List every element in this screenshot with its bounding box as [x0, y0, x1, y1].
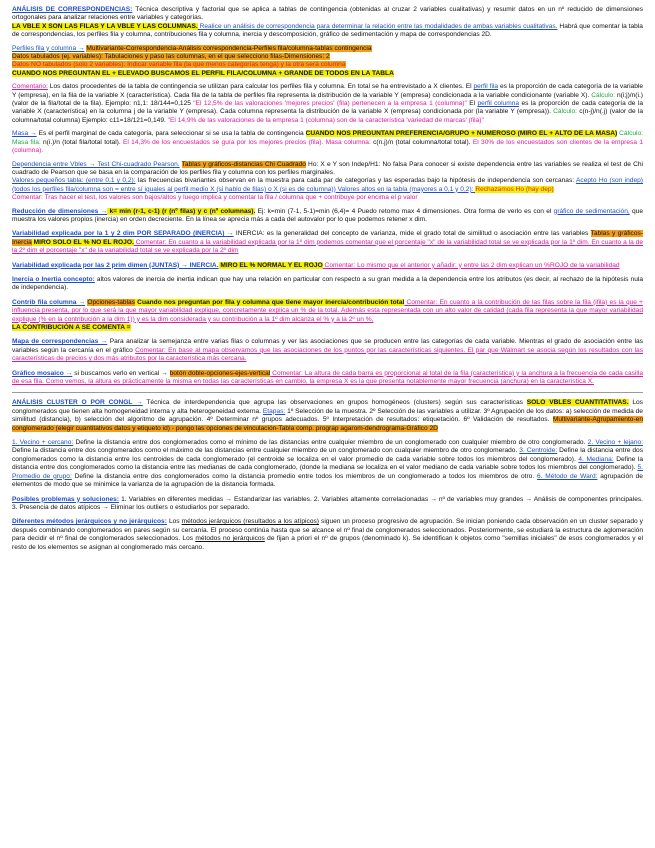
diferencias-text-1: Los: [166, 518, 182, 526]
acs-title[interactable]: ANÁLISIS DE CORRESPONDENCIAS:: [12, 6, 133, 13]
variabilidad-separado-tablas: Tablas y gráficos-Inercia: [12, 230, 643, 246]
comentario-paragraph: [12, 83, 643, 125]
comentario-text-2: es la proporción de cada categoría de la variable Y (empresa), en la fila de la variable X (característica). Cada fila de la tabla de perfiles fila representa la distribución de la variable Y (empresa) condicionada a la variable condicionante (variable X).: [12, 83, 644, 99]
reduccion-title[interactable]: Reducción de dimensiones →: [12, 207, 108, 215]
problemas-paragraph: [12, 496, 643, 513]
cluster-text-3: 1º Selección de la muestra. 2º Selección de las variables a utilizar. 3º Agrupación de los datos: a) selección de medida de similitud (distancia), b) selección del algoritmo de agrupación. 4º Determinar nº grupos adecuados. 5º Interpretación de resultados: etiquetación. 6º Validación de resultados.: [12, 407, 643, 424]
mapa-text: Para analizar la semejanza entre varias filas o columnas y ver las asociaciones que se producen entre las categorías de cada variable. Mientras el grado de asociación entre las variables según la cercanía en el gráfico: [12, 338, 643, 354]
inercia-title[interactable]: Inercia o Inertia concepto:: [12, 275, 95, 283]
diferencias-title[interactable]: Diferentes métodos jerárquicos y no jerárquicos:: [12, 518, 167, 526]
acs-vble-text: Habrá que comentar la tabla de correspondencias, los perfiles fila y columna, contribuciones fila y columna, inercia y descomposición, gráfico de sedimentación y mapa de correspondencias 2D.: [12, 22, 643, 39]
contrib-comentar: Comentar: En cuanto a la contribución de las filas sobre la fila (ifila) es la que + influencia presenta, por lo que será la que mayor variabilidad explique, concretamente explica un % de la total. Además esta representada con un alto valor de calidad (cada fila representa la que mayor variabilidad explique (% en la contribución a la dim 1)) y es la dim considerada y su contribución a la 1º dim alcanza el % y a la 2º un %,: [12, 298, 643, 323]
dependencia-title[interactable]: Dependencia entre Vbles → Test Chi-cuadrado Pearson.: [12, 160, 180, 168]
mosaico-comentar: Comentar: La altura de cada barra es proporcional al total de la fila (característica) y la anchura a la frecuencia de cada casilla de esa fila. Como vemos, la altura es prácticamente la misma en todas las características en cambio, la empresa X es la que presenta notablemente mayor frecuencia (anchura) en la característica X.: [12, 369, 643, 386]
contrib-cuando: Cuando nos preguntan por fila y columna que tiene mayor inercia/contribución total: [135, 298, 405, 306]
variabilidad-juntas-paragraph: [12, 262, 643, 270]
perfil-fila-link[interactable]: perfil fila: [473, 83, 499, 91]
perfiles-cuando: CUANDO NOS PREGUNTAN EL + ELEVADO BUSCAMOS EL PERFIL FILA/COLUMNA + GRANDE DE TODOS EN LA TABLA: [12, 69, 394, 77]
variabilidad-separado-text: INERCIA: es la generalidad del concepto de varianza, mide el grado total de similitud o asociación entre las variables: [233, 230, 591, 238]
metodo-vecino-cercano-text: Define la distancia entre dos conglomerados como el mínimo de las distancias entre cualquier miembro de un conglomerado con cualquier miembro de otro conglomerado.: [73, 439, 588, 447]
perfil-columna-link[interactable]: perfil columna: [477, 100, 520, 108]
contrib-label: LA CONTRIBUCIÓN A SE COMENTA =: [12, 324, 131, 331]
metodo-promedio-grupo-text: Define la distancia entre dos conglomerados como la distancia promedio entre todos los miembros de un conglomerado a todos los miembros de otro.: [71, 472, 537, 480]
masa-calc-fila: Cálculo: Masa fila:: [12, 130, 643, 146]
dependencia-tablas: Tablas y gráficos-distancias Chi Cuadrado: [181, 160, 306, 168]
metodo-mediana[interactable]: 4. Mediana:: [578, 455, 614, 463]
contrib-title[interactable]: Contrib fila columna →: [12, 298, 86, 306]
dependencia-text-1: Para conocer si existe dependencia entre las variables se realiza el test de Chi cuadrado de Pearson que se basa en la comparación de los perfiles fila y columna con los perfiles marginales.: [12, 160, 643, 176]
metodos-paragraph: [12, 439, 643, 489]
perfiles-paragraph: [12, 45, 643, 79]
cluster-text-1: Técnica de interdependencia que agrupa las observaciones en grupos homogéneos (clusters) según sus características: [142, 399, 527, 407]
masa-pct-2: El 30% de los encuestados son clientes de la empresa 1 (columna).: [12, 138, 643, 155]
diferencias-jerarquicos: métodos jerárquicos (resultados a los atípicos): [181, 518, 319, 526]
calculo-pct-1: "El 12,5% de las valoraciones 'mejores precios' (fila) pertenecen a la empresa 1 (columna)": [193, 100, 467, 108]
mosaico-text: si buscamos verlo en vertical →: [72, 369, 170, 377]
masa-calc-col: c(n.j)/n (total columna/total total).: [373, 138, 473, 146]
masa-pct-1: El 14,3% de los encuestados se guía por los mejores precios (fila). Masa columna:: [123, 138, 374, 146]
masa-label[interactable]: Masa →: [12, 130, 37, 138]
cluster-text-2: Los conglomerados que tienen alta homogeneidad interna y alta heterogeneidad externa.: [12, 399, 643, 415]
metodo-vecino-lejano-text: Define la distancia entre dos conglomerados como el máximo de las distancias entre cualquier miembro de un conglomerado con cualquier miembro de otro conglomerado.: [12, 447, 520, 455]
dependencia-comentar: Comentar: Tras hacer el test, los valores son bajos/altos y luego implica y comentar la fila / columna que + contribuye por encima el p valor: [12, 194, 418, 202]
variabilidad-juntas-miro: MIRO EL % NORMAL Y EL ROJO: [218, 261, 323, 269]
reduccion-text-2: que muestra los valores propios (inercia) en orden decreciente. En la línea se aprecia más a cada del autovalor por lo que podemos retener x dim.: [12, 207, 644, 223]
acs-vble-title: LA VBLE X SON LAS FILAS Y LA VBLE Y LAS COLUMNAS.: [12, 22, 198, 30]
perfiles-title[interactable]: Perfiles fila y columna →: [12, 44, 85, 52]
variabilidad-separado-paragraph: [12, 230, 643, 255]
diferencias-text-2: siguen un proceso progresivo de agrupación. Se inician poniendo cada observación en un cluster separado y después combinando conglomerados en pares según su cercanía. El proceso continúa hasta que se alcance el nº final de conglomerados seleccionados. Posteriormente, se estudiará la estructura de aglomeración para decidir el nº final de conglomerados seleccionados. Los: [12, 518, 643, 543]
variabilidad-separado-miro: MIRO SOLO EL % NO EL ROJO.: [31, 238, 134, 246]
reduccion-formula: k= min (r-1, c-1) (r (nº filas) y c (nº columnas).: [107, 207, 256, 215]
calculo-label-1: Cálculo:: [591, 91, 616, 99]
reduccion-paragraph: [12, 208, 643, 225]
problemas-text: 1. Variables en diferentes medidas → Estandarizar las variables. 2. Variables altamente correlacionadas → nº de variables muy grandes → Análisis de componentes principales. 3. Presencia de datos atípicos → Eliminar los outliers o estudiarlos por separado.: [12, 495, 643, 511]
mapa-paragraph: [12, 338, 643, 363]
diferencias-no-jerarquicos: métodos no jerárquicos: [195, 535, 265, 543]
mapa-comentar: Comentar: En base al mapa observamos que las asociaciones de los puntos por las características siguientes. El par que Walmart se asocia según los resultados con las características de precios y dos más atributos por la característica más cercana.: [12, 346, 644, 363]
variabilidad-juntas-comentar: Comentar: Lo mismo que el anterior y añadir: y entre las 2 dim explican un %ROJO de la variabilidad: [322, 261, 620, 269]
metodo-centroide[interactable]: 3. Centroide:: [519, 447, 558, 455]
metodo-ward[interactable]: 6. Método de Ward:: [536, 472, 598, 480]
grafico-sedimentacion-link[interactable]: gráfico de sedimentación,: [553, 207, 630, 215]
dependencia-acepto: Acepto Ho (son indep) (todos los perfiles fila/columna son = entre sí iguales al perfil medio X (si hablo de filas) o X (si es de columna)): [12, 177, 643, 193]
variabilidad-separado-title[interactable]: Variabilidad explicada por la 1 y 2 dim POR SEPARADO (INERCIA) →: [12, 230, 234, 238]
dependencia-hyp: Ho: X e Y son Indep/H1: No falsa: [305, 160, 407, 168]
reduccion-text: Otra forma de verlo es con el: [461, 207, 554, 215]
problemas-title[interactable]: Posibles problemas y soluciones:: [12, 495, 120, 503]
masa-text-1: Es el perfil marginal de cada categoría, para seleccionar si se usa la tabla de contingencia: [36, 130, 306, 138]
comentario-text-1: Los datos procedentes de la tabla de contingencia se utilizan para calcular los perfiles fila y columna. En total se ha entrevistado a X clientes. El: [47, 83, 474, 91]
perfiles-datos-tabulados: Datos tabulados (ej. variables): Tabulaciones y paso las columnas, en el que selecciono filas-Dimensiones: 2: [12, 53, 330, 61]
dependencia-paragraph: [12, 161, 643, 203]
metodo-vecino-lejano[interactable]: 2. Vecino + lejano:: [587, 439, 644, 447]
calculo-pct-2: "El 14,9% de las valoraciones de la empresa 1 (columna) son de la característica 'variedad de marcas' (fila)": [167, 116, 484, 124]
contrib-opciones: Opciones-tablas: [87, 298, 136, 306]
mosaico-boton: botón doble-opciones-ejes-vertical: [169, 369, 271, 377]
metodo-ward-text: agrupación de elementos de modo que se minimice la varianza de la agrupación de la distancia formada.: [12, 472, 643, 489]
calculo-label-2: Cálculo:: [553, 108, 577, 116]
acs-paragraph: [12, 6, 643, 40]
mosaico-paragraph: [12, 370, 643, 387]
metodo-vecino-cercano[interactable]: 1. Vecino + cercano:: [12, 439, 74, 447]
metodo-mediana-text: Define la distancia entre dos conglomerados como la distancia entre las medianas de cada conglomerado, (donde la mediana se localiza en el valor mediano de cada variable sobre todos los miembros del conglomerado).: [12, 455, 643, 472]
comentario-el: El: [466, 100, 478, 108]
diferencias-paragraph: [12, 518, 643, 552]
acs-vble-link[interactable]: Realice un análisis de correspondencia para determinar la relación entre las modalidades de ambas variables cualitativas.: [197, 22, 558, 30]
perfiles-menu: Multivariante-Correspondencia-Análisis correspondencia-Perfiles fila/columna-tablas contingencia: [86, 44, 372, 52]
calculo-text-2: c(n-j)/n(.j) (valor de la columna/total columna) Ejemplo: c11=18/121=0,149.: [12, 108, 643, 124]
inercia-text: altos valores de inercia de inertia indican que hay una relación en particular con respecto a su gran medida a la dependencia entre los atributos (es decir, al rechazo de la hipótesis nula de independencia).: [12, 275, 643, 292]
cluster-solo: SOLO VBLES CUANTITATIVAS.: [526, 399, 629, 407]
diferencias-text-3: de fijan a priori el nº de grupos (denominado k). Se identifican k objetos como "semillas iniciales" de esos conglomerados y el resto de los elementos se asignan al conglomerado más cercano.: [12, 535, 643, 551]
dependencia-rechazamos: Rechazamos Ho (hay dep): [475, 185, 554, 193]
acs-intro: Técnica descriptiva y factorial que se aplica a tablas de contingencia (obtenidas al cruzar 2 variables cualitativas) y resumir datos en un nº reducido de dimensiones ortogonales para analizar relaciones entre variables y categorías.: [12, 6, 643, 22]
mapa-title[interactable]: Mapa de correspondencias →: [12, 338, 108, 346]
cluster-multivariante: Multivariante-Agrupamiento-en conglomerado (elegir cuantitativos datos y etiqueto id) - pongo las opciones de vinculación-Tabla comp. prograp agarom-dendrograma-Gráfico 2D: [12, 416, 643, 432]
dependencia-valores-2: Valores altos en la tabla (mayores a 0,1 y 0,2):: [335, 185, 476, 193]
inercia-paragraph: [12, 276, 643, 293]
variabilidad-juntas-title[interactable]: Variabilidad explicada por las 2 prim dimen (JUNTAS) → INERCIA.: [12, 261, 219, 269]
contrib-paragraph: [12, 299, 643, 333]
masa-cuando: CUANDO NOS PREGUNTAN PREFERENCIA/GRUPO + NUMEROSO (MIRO EL + ALTO DE LA MASA): [305, 130, 618, 138]
comentario-text-3: es la proporción de cada categoría de la variable X (característica) en la columna j de la variable Y (empresa). Cada columna representa la distribución de la variable X (empresa) condicionada por (la variable Y (empresa)).: [12, 100, 643, 116]
masa-paragraph: [12, 130, 643, 155]
masa-calc-fila-val: n(i.)/n (total fila/total total).: [43, 138, 123, 146]
cluster-paragraph: [12, 399, 643, 433]
variabilidad-separado-comentar: Comentar: En cuanto a la variabilidad explicada por la 1º dim podemos comentar que el porcentaje "x" de la variabilidad total se ve explicada por la 1º dim. En cuanto a la de la 2º dim el porcentaje "x" de la variabilidad total se ve explicada por la 2º dim: [12, 238, 643, 255]
mosaico-title[interactable]: Gráfico mosaico →: [12, 369, 73, 377]
comentario-label: Comentario:: [12, 83, 48, 91]
dependencia-text-2: las frecuencias bivariantes observan en la muestra para cada par de categorías y las esperadas bajo la hipótesis de independencia son cercanas:: [135, 177, 577, 185]
calculo-text-1: n(i;j)/n(i.) (valor de la fila/total de la fila). Ejemplo: n1,1: 18/144=0,125: [12, 91, 643, 108]
section-divider: [12, 392, 643, 393]
perfiles-datos-no-tabulados: Datos NO tabulados (solo 2 variables): Indicar variable fila (la que menos categorías tenga) y la otra será columna: [12, 61, 346, 69]
metodo-centroide-text: Define la distancia entre dos conglomerados como la distancia entre los centroides de cada conglomerado (el centroide se localiza en el valor promedio de cada variable sobre todos los miembros del conglomerado).: [12, 447, 643, 463]
dependencia-valores: Valores pequeños tabla: (entre 0,1 y 0,2):: [12, 177, 136, 185]
reduccion-ej: Ej: k=min (7-1, 5-1)=min (6,4)= 4 Puedo retomo max 4 dimensiones.: [255, 207, 462, 215]
cluster-title[interactable]: ANÁLISIS CLUSTER O POR CONGL →: [12, 399, 143, 407]
cluster-etapas[interactable]: Etapas:: [262, 407, 286, 415]
metodo-promedio-grupo[interactable]: 5. Promedio de grupo:: [12, 464, 643, 480]
